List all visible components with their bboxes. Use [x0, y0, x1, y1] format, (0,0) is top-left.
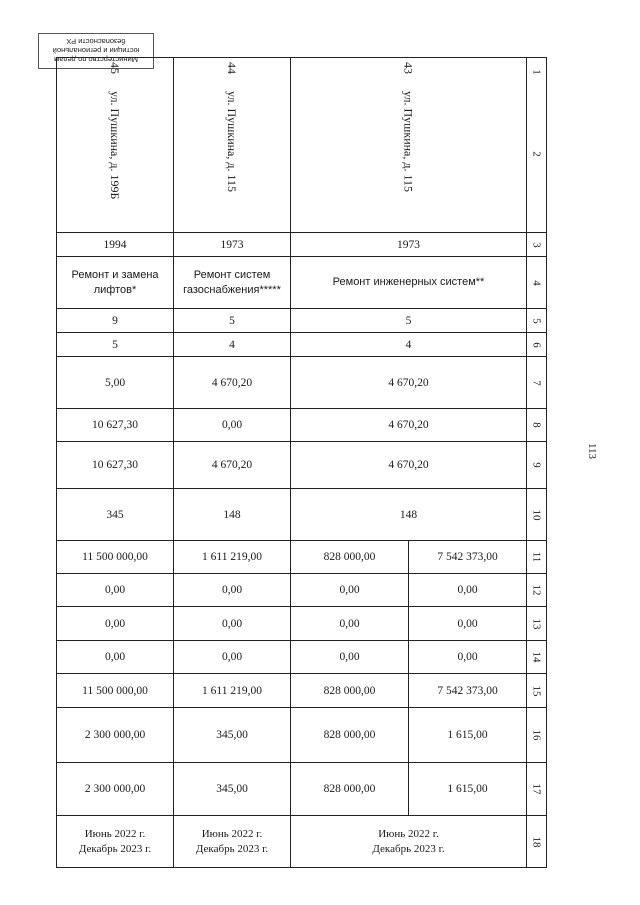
table-row: [57, 309, 547, 333]
cell-entrances: 4: [291, 333, 527, 357]
row-number: 16: [527, 708, 547, 763]
cell-unit-cost: 828 000,00: [291, 708, 409, 763]
cell-residents: 148: [174, 489, 291, 541]
cell-area-living: 10 627,30: [57, 442, 174, 489]
cell-fund-a: 0,00: [291, 574, 409, 607]
row-number: 18: [527, 816, 547, 868]
cell-fund-own: 7 542 373,00: [409, 674, 527, 708]
cell-work-type: Ремонт систем газоснабжения*****: [174, 257, 291, 309]
table-row: [57, 233, 547, 257]
row-number: 1 2: [527, 58, 547, 233]
row-number: 14: [527, 641, 547, 674]
row-number: 10: [527, 489, 547, 541]
cell-fund-b: 0,00: [409, 607, 527, 641]
table-row: [57, 58, 547, 233]
row-number: 6: [527, 333, 547, 357]
cell-entrances: 5: [57, 333, 174, 357]
cell-cost-total: 7 542 373,00: [409, 541, 527, 574]
row-number: 15: [527, 674, 547, 708]
cell-year: 1973: [174, 233, 291, 257]
row-number: 3: [527, 233, 547, 257]
table-row: [57, 333, 547, 357]
cell-address-45: 45 ул. Пушкина, д. 199Б: [57, 58, 174, 233]
table-row: [57, 708, 547, 763]
cell-area-residential: 0,00: [174, 409, 291, 442]
table-row: [57, 442, 547, 489]
cell-area-living: 4 670,20: [174, 442, 291, 489]
cell-work-type: Ремонт и замена лифтов*: [57, 257, 174, 309]
cell-address-43: 43 ул. Пушкина, д. 115: [291, 58, 527, 233]
cell-floors: 5: [291, 309, 527, 333]
cell-fund-own: 828 000,00: [291, 674, 409, 708]
cell-fund-b: 0,00: [174, 607, 291, 641]
row-number: 11: [527, 541, 547, 574]
row-number: 12: [527, 574, 547, 607]
cell-area-total: 5,00: [57, 357, 174, 409]
cell-fund-b: 0,00: [57, 607, 174, 641]
cell-unit-limit: 2 300 000,00: [57, 763, 174, 816]
cell-area-total: 4 670,20: [291, 357, 527, 409]
cell-fund-c: 0,00: [409, 641, 527, 674]
cell-cost-total: 1 611 219,00: [174, 541, 291, 574]
cell-fund-own: 1 611 219,00: [174, 674, 291, 708]
cell-residents: 148: [291, 489, 527, 541]
schedule-start: Июнь 2022 г.: [84, 827, 146, 840]
schedule-end: Декабрь 2023 г.: [372, 842, 445, 855]
cell-floors: 5: [174, 309, 291, 333]
schedule-end: Декабрь 2023 г.: [78, 842, 152, 855]
cell-work-type: Ремонт инженерных систем**: [291, 257, 527, 309]
cell-residents: 345: [57, 489, 174, 541]
cell-fund-own: 11 500 000,00: [57, 674, 174, 708]
cell-fund-c: 0,00: [291, 641, 409, 674]
cell-unit-limit: 345,00: [174, 763, 291, 816]
table-row: [57, 574, 547, 607]
cell-schedule: [57, 816, 174, 868]
cell-fund-c: 0,00: [174, 641, 291, 674]
cell-area-living: 4 670,20: [291, 442, 527, 489]
row-number: 4: [527, 257, 547, 309]
schedule-end: Декабрь 2023 г.: [195, 842, 269, 855]
row-number: 17: [527, 763, 547, 816]
cell-year: 1994: [57, 233, 174, 257]
cell-unit-limit: 1 615,00: [409, 763, 527, 816]
cell-year: 1973: [291, 233, 527, 257]
table-row: [57, 607, 547, 641]
cell-unit-cost: 1 615,00: [409, 708, 527, 763]
table-row: [57, 357, 547, 409]
schedule-start: Июнь 2022 г.: [378, 827, 439, 840]
cell-fund-c: 0,00: [57, 641, 174, 674]
cell-entrances: 4: [174, 333, 291, 357]
row-number: 5: [527, 309, 547, 333]
cell-cost-total: 828 000,00: [291, 541, 409, 574]
stamp-line: Министерство по делам: [54, 55, 138, 64]
table-row: [57, 257, 547, 309]
row-number: 7: [527, 357, 547, 409]
row-number: 8: [527, 409, 547, 442]
stamp-line: юстиции и региональной: [52, 46, 140, 55]
cell-area-total: 4 670,20: [174, 357, 291, 409]
cell-fund-a: 0,00: [57, 574, 174, 607]
table-row: [57, 674, 547, 708]
table-row: [57, 816, 547, 868]
cell-schedule: [174, 816, 291, 868]
cell-floors: 9: [57, 309, 174, 333]
cell-area-residential: 4 670,20: [291, 409, 527, 442]
cell-address-44: 44 ул. Пушкина, д. 115: [174, 58, 291, 233]
table-row: [57, 409, 547, 442]
stamp-line: безопасности РХ: [66, 37, 126, 46]
repair-program-table: [56, 57, 547, 868]
row-number: 13: [527, 607, 547, 641]
cell-unit-cost: 345,00: [174, 708, 291, 763]
cell-unit-cost: 2 300 000,00: [57, 708, 174, 763]
cell-unit-limit: 828 000,00: [291, 763, 409, 816]
cell-cost-total: 11 500 000,00: [57, 541, 174, 574]
row-number: 9: [527, 442, 547, 489]
table-row: [57, 489, 547, 541]
table-row: [57, 641, 547, 674]
cell-area-residential: 10 627,30: [57, 409, 174, 442]
page-number: 113: [586, 442, 598, 460]
cell-fund-a: 0,00: [409, 574, 527, 607]
cell-fund-a: 0,00: [174, 574, 291, 607]
schedule-start: Июнь 2022 г.: [201, 827, 263, 840]
cell-schedule: [291, 816, 527, 868]
table-row: [57, 541, 547, 574]
table-row: [57, 763, 547, 816]
cell-fund-b: 0,00: [291, 607, 409, 641]
